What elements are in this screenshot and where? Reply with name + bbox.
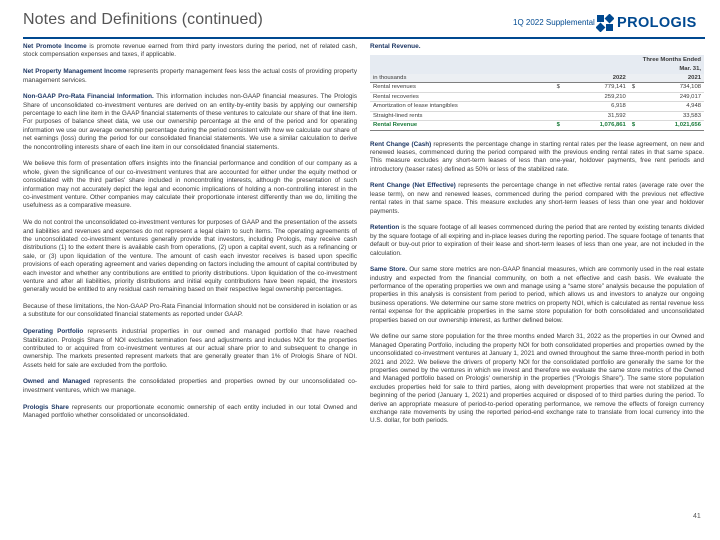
paragraph-text: We believe this form of presentation offers insights into the financial performance and condition of our company as a whole, given the significance of our co-investment ventures that are accounted for either under the equity method or consolidated with the third parties' share included in noncontrolling interests, although the presentation of such information may not accurately depict the legal and economic implications of holding a non-controlling interest in the co-investment venture. Other companies may calculate their proportionate interest differently than we do, limiting the usefulness as a comparative measure.	[23, 160, 357, 210]
paragraph	[23, 303, 357, 320]
definition-text: is the square footage of all leases commenced during the period that are rented by existing tenants divided by the square footage of all expiring and in-place leases during the reporting period. The square footage of tenants that default or buy-out prior to expiration of their lease and short-term leases of less than one year, are not included in the calculation.	[370, 224, 704, 257]
row-label: Rental recoveries	[370, 92, 554, 101]
row-label: Straight-lined rents	[370, 111, 554, 120]
currency-symbol	[554, 102, 564, 111]
table-total-row	[370, 121, 704, 130]
definition-text: This information includes non-GAAP financial measures. The Prologis Share of unconsolidated co-investment ventures are derived on an entity-by-entity basis by applying our ownership percentage to each line item in the GAAP financial statements of these ventures to calculate our share of that line item. For purposes of balance sheet data, we use our ownership percentage at the end of the period and for operating information we use our average ownership percentage during the period consistent with how we calculate our share of net earnings (loss) during the period for our consolidated financial statements. We use a similar calculation to derive the noncontrolling interests share of each line item in our consolidated financial statements.	[23, 93, 357, 151]
total-label: Rental Revenue	[370, 121, 554, 130]
currency-symbol: $	[554, 83, 564, 92]
year-header: 2021	[629, 74, 704, 83]
currency-symbol: $	[629, 83, 639, 92]
currency-symbol	[629, 102, 639, 111]
definition-net-promote-income	[23, 43, 357, 60]
report-period-label: 1Q 2022 Supplemental	[513, 18, 595, 27]
term: Rent Change (Net Effective)	[370, 182, 456, 190]
currency-symbol: $	[554, 121, 564, 130]
year-header: 2022	[554, 74, 629, 83]
table-row	[370, 92, 704, 101]
paragraph	[23, 219, 357, 295]
currency-symbol	[554, 92, 564, 101]
paragraph-text: We define our same store population for the three months ended March 31, 2022 as the properties in our Owned and Managed Operating Portfolio, including the property NOI for both consolidated properties and properties owned by the unconsolidated co-investment ventures at January 1, 2021 and owned throughout the same three-month period in both 2021 and 2022. We believe the drivers of property NOI for the consolidated portfolio are generally the same for the properties owned by the ventures in which we invest and therefore we evaluate the same store metrics of the Owned and Managed portfolio based on Prologis' ownership in the properties (“Prologis Share”). The same store population excludes properties held for sale to third parties, along with development properties that were not stabilized at the beginning of the period (January 1, 2021) and properties acquired or disposed of to third parties during the period. To derive an appropriate measure of period-to-period operating performance, we remove the effects of foreign currency exchange rate movements by using the reported period-end exchange rate to translate from local currency into the U.S. dollar, for both periods.	[370, 333, 704, 425]
table-header-period	[370, 55, 704, 64]
currency-symbol	[629, 111, 639, 120]
paragraph	[370, 333, 704, 425]
value-2021: 734,108	[639, 83, 704, 92]
rental-revenue-table	[370, 55, 704, 130]
value-2021: 4,948	[639, 102, 704, 111]
page-header	[23, 11, 703, 37]
units-label: in thousands	[370, 74, 554, 83]
definition-net-property-management-income	[23, 68, 357, 85]
term: Rent Change (Cash)	[370, 140, 432, 148]
term: Same Store.	[370, 266, 408, 274]
header-rule	[23, 37, 705, 39]
paragraph-text: We do not control the unconsolidated co-investment ventures for purposes of GAAP and the presentation of the assets and liabilities and revenues and expenses do not represent a legal claim to such items. The operating agreements of the unconsolidated co-investment ventures generally provide that investors, including Prologis, may receive cash distributions (1) to the extent there is available cash from operations, (2) upon a capital event, such as a refinancing or sale, or (3) upon liquidation of the venture. The amount of cash each investor receives is based upon specific provisions of each operating agreement and varies depending on factors including the amount of capital contributed by each investor and whether any contributions are entitled to priority distributions. Upon liquidation of the co-investment venture and after all liabilities, priority distributions and initial equity contributions have been repaid, the investors generally would be entitled to any residual cash remaining based on their respective legal ownership percentages.	[23, 219, 357, 294]
logo-wordmark: PROLOGIS	[617, 15, 697, 31]
definition-text: represents the percentage change in starting rental rates per the lease agreement, on new and renewed leases, commenced during the period compared with the previous ending rental rates in that same space. This measure excludes any short-term leases of less than one-year, holdover payments, free rent periods and introductory (teaser rates) defined as 50% or less of the stabilized rate.	[370, 140, 704, 173]
paragraph	[23, 160, 357, 210]
currency-symbol	[554, 111, 564, 120]
rental-revenue-heading: Rental Revenue.	[370, 43, 421, 50]
definition-owned-and-managed	[23, 378, 357, 395]
value-2022: 31,592	[564, 111, 629, 120]
table-header-years	[370, 74, 704, 83]
table-row	[370, 111, 704, 120]
page-number: 41	[693, 513, 701, 520]
paragraph-text: Because of these limitations, the Non-GAAP Pro-Rata Financial Information should not be considered in isolation or as a substitute for our consolidated financial statements as reported under GAAP.	[23, 303, 357, 319]
definition-rent-change-net-effective	[370, 182, 704, 216]
term: Retention	[370, 224, 400, 232]
term: Net Property Management Income	[23, 68, 127, 76]
prologis-logo-icon	[596, 14, 614, 32]
value-2022: 779,141	[564, 83, 629, 92]
term: Operating Portfolio	[23, 328, 84, 336]
term: Net Promote Income	[23, 43, 87, 50]
definition-text: represents our proportionate economic ownership of each entity included in our total Owned and Managed portfolio whether consolidated or unconsolidated.	[23, 403, 357, 419]
page-title: Notes and Definitions (continued)	[23, 11, 263, 28]
term: Non-GAAP Pro-Rata Financial Information.	[23, 93, 154, 101]
definition-non-gaap-pro-rata	[23, 93, 357, 152]
definition-text: is promote revenue earned from third party investors during the period, net of related cash, stock compensation expenses and taxes, if applicable.	[23, 43, 357, 59]
definition-same-store	[370, 266, 704, 325]
definition-prologis-share	[23, 404, 357, 421]
definition-text: represents industrial properties in our owned and managed portfolio that have reached Stabilization. Prologis Share of NOI excludes termination fees and adjustments and includes NOI for the properties contributed to or acquired from co-investment ventures at our actual share prior to and subsequent to change in ownership. The markets presented represent markets that are generally greater than 1% of Prologis Share of NOI. Assets held for sale are excluded from the portfolio.	[23, 328, 357, 369]
definition-retention	[370, 224, 704, 258]
definition-text: represents the percentage change in net effective rental rates (average rate over the lease term), on new and renewed leases, commenced during the period compared with the previous net effective rental rates in that same space. This measure excludes any short-term leases of less than one year and holdover payments.	[370, 182, 705, 215]
period-label: Three Months Ended	[554, 55, 704, 64]
definition-text: represents the consolidated properties and properties owned by our unconsolidated co-investment ventures, which we manage.	[23, 378, 357, 394]
definition-text: represents property management fees less the actual costs of providing property management services.	[23, 68, 357, 84]
table-header-date	[370, 65, 704, 74]
term: Owned and Managed	[23, 378, 91, 386]
date-label: Mar. 31,	[554, 65, 704, 74]
value-2021: 33,583	[639, 111, 704, 120]
left-column	[23, 43, 357, 429]
value-2021: 249,017	[639, 92, 704, 101]
right-column	[370, 43, 704, 434]
currency-symbol: $	[629, 121, 639, 130]
value-2022: 259,210	[564, 92, 629, 101]
table-row	[370, 83, 704, 92]
prologis-logo	[596, 14, 697, 32]
row-label: Amortization of lease intangibles	[370, 102, 554, 111]
definition-text: Our same store metrics are non-GAAP financial measures, which are commonly used in the real estate industry and expected from the financial community, on both a net effective and cash basis. We evaluate the performance of the operating properties we own and manage using a “same store” analysis because the population of properties in this analysis is consistent from period to period, which allows us and investors to analyze our ongoing business operations. We determine our same store metrics on property NOI, which is calculated as rental revenue less rental expense for the applicable properties in the same store population for both consolidated and unconsolidated properties based on our ownership interest, as further defined below.	[370, 266, 705, 324]
table-row	[370, 102, 704, 111]
value-2022: 6,918	[564, 102, 629, 111]
row-label: Rental revenues	[370, 83, 554, 92]
currency-symbol	[629, 92, 639, 101]
term: Prologis Share	[23, 403, 69, 411]
definition-operating-portfolio	[23, 328, 357, 370]
total-2022: 1,076,861	[564, 121, 629, 130]
definition-rent-change-cash	[370, 141, 704, 175]
total-2021: 1,021,656	[639, 121, 704, 130]
